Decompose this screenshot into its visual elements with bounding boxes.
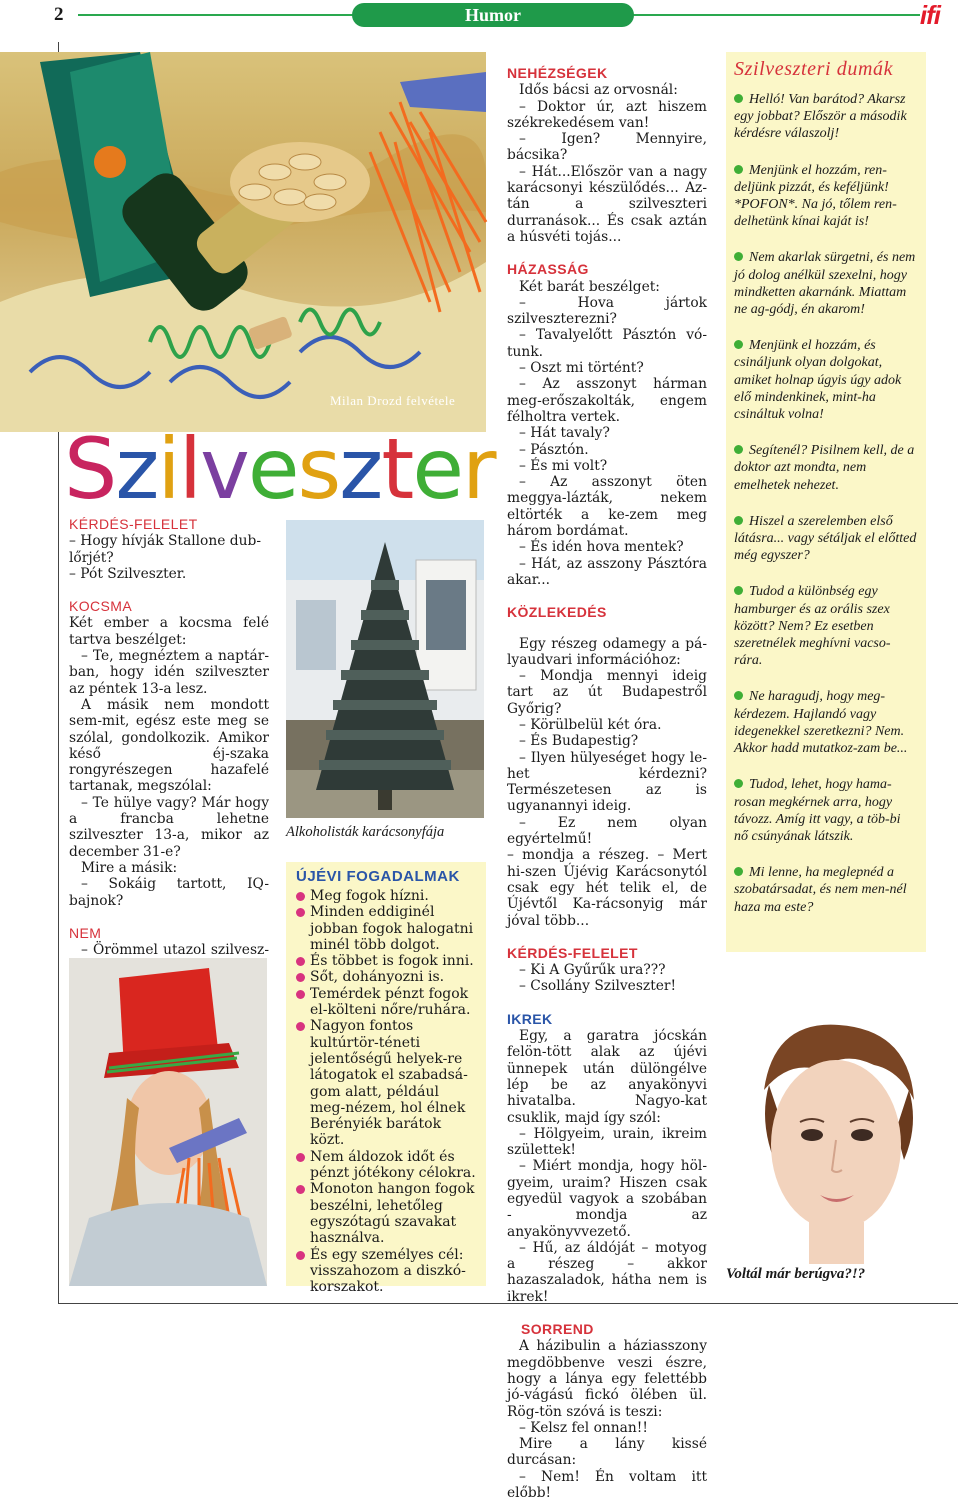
joke-line: Két ember a kocsma felé tartva beszélget: <box>69 615 269 648</box>
joke-line: – Doktor úr, azt hiszem székrekedésem van! <box>507 98 707 131</box>
joke-line: – És Budapestig? <box>519 733 639 750</box>
section-heading: KÖZLEKEDÉS <box>507 604 607 621</box>
resolution-item: Nem áldozok időt és pénzt jótékony célokra. <box>296 1149 478 1182</box>
section-heading: KÉRDÉS-FELELET <box>507 944 638 961</box>
joke-line: A másik nem mondott sem-mit, egész este meg se szólal, gondolkozik. Amikor késő éj-szaka rongyrészegen hazafelé tartanak, megszólal: <box>69 696 269 795</box>
joke-line: – Ilyen hülyeséget hogy le-het kérdezni? Természetesen az is ugyanannyi ideig. <box>507 749 707 815</box>
section-title: Humor <box>352 3 634 27</box>
photo-credit: Milan Drozd felvétele <box>330 393 456 408</box>
bullet-icon <box>734 252 743 261</box>
bullet-icon <box>734 586 743 595</box>
champagne-party-photo <box>0 52 486 432</box>
joke-line: Mire a másik: <box>81 859 178 876</box>
joke-line: – Tavalyelőtt Pásztón vó-tunk. <box>507 327 707 360</box>
joke-line: – Hát tavaly? <box>519 425 610 442</box>
joke-line: – Hát...Először van a nagy karácsonyi készülődés... Az-tán a szilveszteri durranások... És csak aztán a húsvéti tojás... <box>507 163 707 245</box>
joke-line: – Miért mondja, hogy höl-gyeim, uraim? Hiszen csak egyedül vagyok a szobában - mondja az anyakönyvvezető. <box>507 1158 707 1240</box>
joke-line: – És idén hova mentek? <box>519 539 684 556</box>
bullet-icon <box>734 691 743 700</box>
tree-caption: Alkoholisták karácsonyfája <box>286 824 445 840</box>
pickup-line <box>734 864 918 916</box>
joke-line: – Ez nem olyan egyértelmű! <box>507 814 707 848</box>
joke-line: – Te, megnéztem a naptár-ban, hogy idén szilveszter az péntek 13-a lesz. <box>69 648 269 697</box>
joke-line: – Csollány Szilveszter! <box>519 978 677 995</box>
bullet-icon <box>734 779 743 788</box>
pickup-line <box>734 583 918 669</box>
joke-line: – Ki A Gyűrűk ura??? <box>519 962 666 979</box>
column-jokes-left <box>69 516 269 991</box>
pickup-line-text: Tudod a különbség egy hamburger és az orális szex között? Nem? Ez esetben szeretnélek meghívni vacso-rára. <box>734 584 891 669</box>
resolution-item: Meg fogok hízni. <box>296 888 478 904</box>
title-letter: z <box>115 420 158 518</box>
joke-line: – Örömmel utazol szilvesz- <box>81 942 269 959</box>
pickup-lines-box <box>726 52 926 952</box>
pickup-line-text: Hiszel a szerelemben első látásra... vagy sétáljak el előtted még egyszer? <box>734 513 917 564</box>
joke-line: – mondja a részeg. – Mert hi-szen Újévig Karácsonytól csak egy hét telik el, de Újévtől Ka-rácsonyig már jóval több... <box>507 847 707 929</box>
pickup-line <box>734 442 918 494</box>
face-caption: Voltál már berúgva?!? <box>726 1266 866 1282</box>
resolution-item: És egy személyes cél: visszahozom a diszkó-korszakot. <box>296 1247 478 1296</box>
joke-line: – Pásztón. <box>519 441 589 458</box>
joke-line: – Hű, az áldóját – motyog a részeg – akkor hazaszaladok, hátha nem is ikrek! <box>507 1239 707 1305</box>
joke-line: – Nem! Én voltam itt előbb! <box>507 1468 707 1501</box>
resolutions-heading: ÚJÉVI FOGADALMAK <box>296 868 460 885</box>
joke-line: – Hova jártok szilveszterezni? <box>507 294 707 328</box>
page-number: 2 <box>54 4 64 25</box>
pickup-line-text: Ne haragudj, hogy meg-kérdezem. Hajlandó vagy idegenekkel szeretkezni? Nem. Akkor hadd mutatkoz-zam be... <box>734 689 908 757</box>
pickup-line <box>734 162 918 231</box>
title-letter: t <box>381 420 413 518</box>
title-letter: e <box>247 420 298 518</box>
resolution-item: Nagyon fontos kultúrtör-téneti jelentőségű helyek-re látogatok el szabadsá-gom alatt, például meg-nézem, hol élnek Berényiék barátok közt. <box>296 1018 478 1148</box>
pickup-line-text: Mi lenne, ha meglepnéd a szobatársadat, és nem men-nél haza ma este? <box>734 865 907 915</box>
pickup-line-text: Menjünk el hozzám, és csináljunk olyan dolgokat, amiket holnap úgyis úgy adok elő mindenkinek, mint-ha csináltuk volna! <box>734 338 902 423</box>
article-title <box>64 420 495 518</box>
resolution-item: Sőt, dohányozni is. <box>296 969 478 985</box>
pickup-lines-heading: Szilveszteri dumák <box>734 58 894 80</box>
pickup-line-text: Menjünk el hozzám, ren-deljünk pizzát, és keféljünk! *POFON*. Na jó, tőlem ren-delhetünk kínai kaját is! <box>734 162 897 230</box>
section-heading: NEM <box>69 924 102 941</box>
title-letter: r <box>462 420 495 518</box>
joke-line: – Igen? Mennyire, bácsika? <box>507 131 707 164</box>
bottle-tree-photo <box>286 520 484 818</box>
title-letter: v <box>200 420 248 518</box>
bullet-icon <box>734 165 743 174</box>
resolution-item: Minden eddiginél jobban fogok halogatni minél több dolgot. <box>296 904 478 953</box>
bullet-icon <box>734 867 743 876</box>
pickup-line <box>734 91 918 143</box>
pickup-line-text: Tudod, lehet, hogy hama-rosan megkérnek arra, hogy távozz. Amíg itt vagy, a töb-bi nő csúnyának látszik. <box>734 777 901 844</box>
section-heading: NEHÉZSÉGEK <box>507 65 608 81</box>
pickup-line <box>734 249 918 318</box>
joke-line: – Hát, az asszony Pásztóra akar... <box>507 555 707 588</box>
resolutions-box <box>286 862 486 1296</box>
column-jokes-middle <box>507 65 707 1501</box>
joke-line: – Hogy hívják Stallone dub- <box>69 533 261 550</box>
joke-line: A házibulin a háziasszony megdöbbenve veszi észre, hogy a lánya egy felettébb jó-vágású fickó ölében ül. Rög-tön szóvá is teszi: <box>507 1338 707 1420</box>
title-letter: s <box>297 420 340 518</box>
bullet-icon <box>734 340 743 349</box>
pickup-line <box>734 688 918 757</box>
joke-line: – Oszt mi történt? <box>519 360 644 377</box>
joke-line: Mire a lány kissé durcásan: <box>507 1436 707 1469</box>
joke-line: Idős bácsi az orvosnál: <box>519 82 678 99</box>
joke-line: – Mondja mennyi ideig tart az út Budapestről Győrig? <box>507 668 707 717</box>
resolution-item: Temérdek pénzt fogok el-költeni nőre/ruhára. <box>296 986 478 1019</box>
joke-line: Egy, a garatra jócskán felön-tött alak az újévi ünnepek után dülöngélve lép be az anyakönyvi hivatalba. Nagyo-kat csuklik, majd így szól: <box>507 1028 707 1126</box>
resolution-item: Monoton hangon fogok beszélni, lehetőleg egyszótagú szavakat használva. <box>296 1181 478 1246</box>
joke-line: Két barát beszélget: <box>519 278 660 295</box>
title-letter: l <box>178 420 201 518</box>
joke-line: – Kelsz fel onnan!! <box>519 1419 648 1436</box>
joke-line: – Körülbelül két óra. <box>519 716 662 733</box>
joke-line: lőrjét? <box>69 549 114 566</box>
section-heading: SORREND <box>521 1321 594 1338</box>
joke-line: – Az asszonyt hárman meg-erőszakolták, engem félholtra vertek. <box>507 376 707 425</box>
title-letter: e <box>412 420 462 518</box>
section-heading: KOCSMA <box>69 598 133 615</box>
pickup-line-text: Nem akarlak sürgetni, és nem jó dolog anélkül szexelni, hogy mindketten akarnánk. Miattam ne ag-gódj, én akarom! <box>734 250 916 318</box>
pickup-line-text: Helló! Van barátod? Akarsz egy jobbat? Először a második kérdésre válaszolj! <box>734 92 907 142</box>
pickup-line <box>734 776 918 845</box>
woman-face-photo <box>724 1010 946 1264</box>
magazine-logo: ifi <box>919 0 940 30</box>
title-letter: z <box>339 420 382 518</box>
resolution-item: És többet is fogok inni. <box>296 953 478 969</box>
joke-line: – Pót Szilveszter. <box>69 565 187 582</box>
bullet-icon <box>734 516 743 525</box>
joke-line: – Te hülye vagy? Már hogy a francba lehetne szilveszter 13-a, mikor az december 31-e? <box>69 794 269 860</box>
title-letter: i <box>157 420 179 518</box>
party-girl-photo <box>69 958 267 1286</box>
pickup-line-text: Segítenél? Pisilnem kell, de a doktor azt mondta, nem emelhetek nehezet. <box>734 443 915 493</box>
bullet-icon <box>734 445 743 454</box>
joke-line: – Sokáig tartott, IQ-bajnok? <box>69 876 269 909</box>
title-letter: S <box>64 420 116 518</box>
joke-line: – Az asszonyt öten meggya-lázták, nekem eltörték a ke-zem meg három bordámat. <box>507 474 707 540</box>
joke-line: – És mi volt? <box>519 457 608 474</box>
section-heading: KÉRDÉS-FELELET <box>69 516 198 532</box>
joke-line: – Hölgyeim, urain, ikreim születtek! <box>507 1125 707 1159</box>
section-heading: IKREK <box>507 1010 553 1027</box>
pickup-line <box>734 513 918 565</box>
bullet-icon <box>734 94 743 103</box>
section-heading: HÁZASSÁG <box>507 261 589 278</box>
pickup-line <box>734 337 918 423</box>
joke-line: Egy részeg odamegy a pá-lyaudvari információhoz: <box>507 635 707 668</box>
